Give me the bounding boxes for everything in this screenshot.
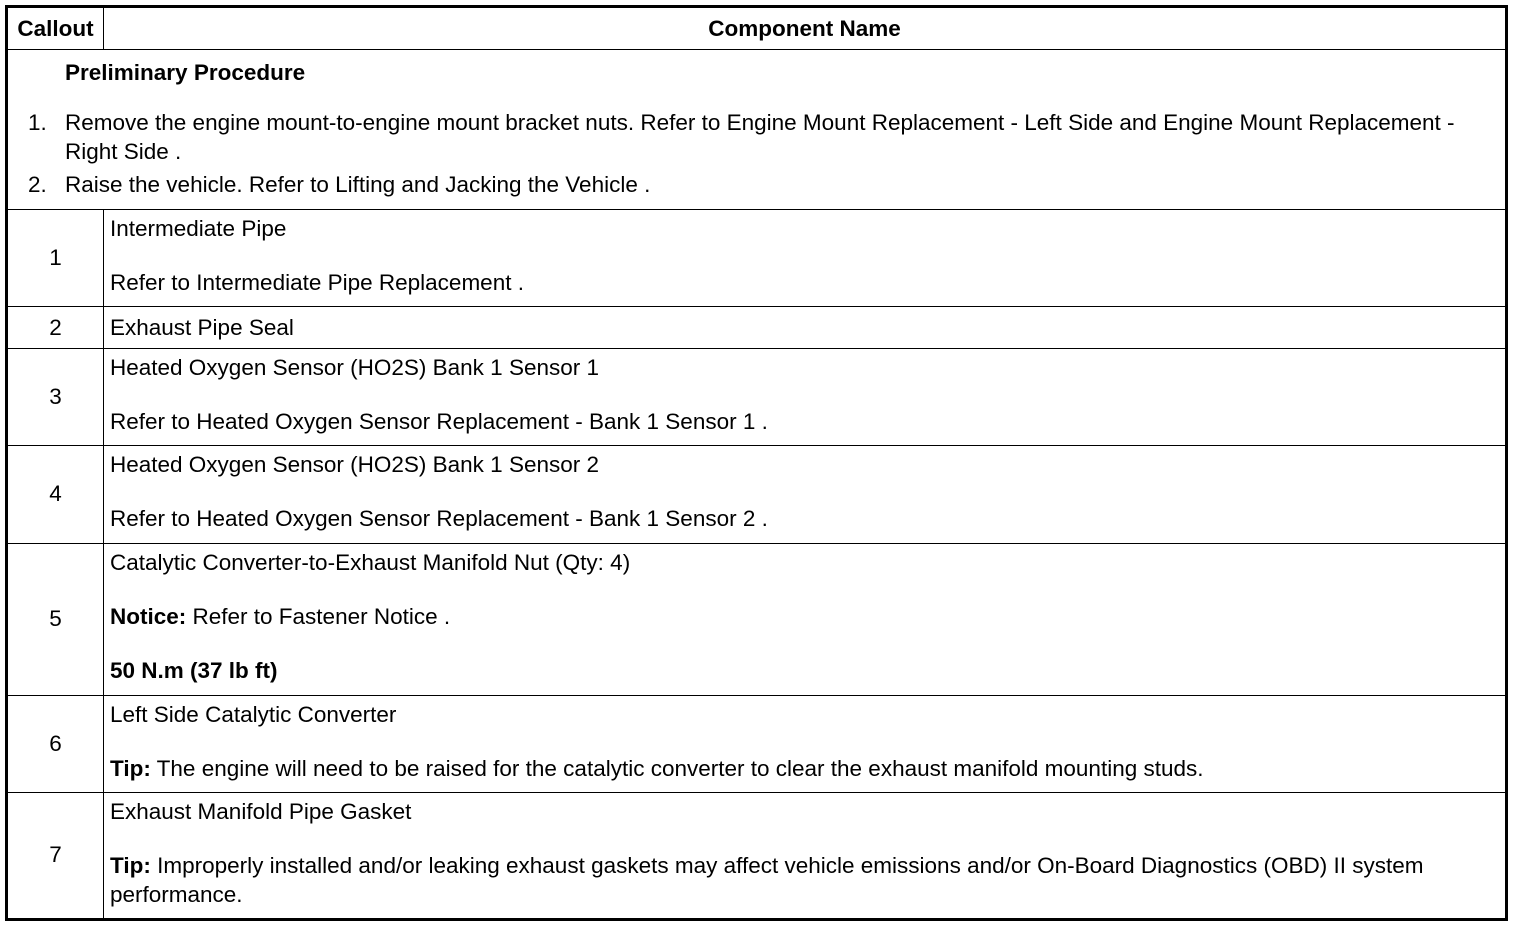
component-description: [104, 307, 1507, 349]
component-name: Exhaust Pipe Seal: [110, 315, 294, 341]
component-description: [104, 695, 1507, 792]
step-text: Remove the engine mount-to-engine mount bracket nuts. Refer to Engine Mount Replacement - Left Side and Engine Mount Replacement - Right Side .: [65, 110, 1455, 165]
callout-number: 6: [7, 695, 104, 792]
component-name-column-header: Component Name: [104, 7, 1507, 50]
callout-column-header: Callout: [7, 7, 104, 50]
table-row: [7, 446, 1507, 543]
notice-label: Notice:: [110, 603, 187, 629]
component-name: Exhaust Manifold Pipe Gasket: [110, 798, 412, 824]
tip-text: [110, 754, 1485, 783]
reference-text: Refer to Intermediate Pipe Replacement .: [110, 270, 524, 296]
torque-spec: 50 N.m (37 lb ft): [110, 657, 278, 683]
callout-number: 3: [7, 349, 104, 446]
table-row: [7, 349, 1507, 446]
tip-body: Improperly installed and/or leaking exhaust gaskets may affect vehicle emissions and/or On-Board Diagnostics (OBD) II system performance.: [110, 852, 1424, 907]
component-description: [104, 210, 1507, 307]
callout-number: 7: [7, 792, 104, 919]
preliminary-procedure-row: [7, 50, 1507, 210]
component-name: Heated Oxygen Sensor (HO2S) Bank 1 Sensor 2: [110, 452, 600, 478]
table-row: [7, 695, 1507, 792]
component-name: Left Side Catalytic Converter: [110, 701, 397, 727]
callout-number: 1: [7, 210, 104, 307]
tip-label: Tip:: [110, 755, 151, 781]
callout-number: 2: [7, 307, 104, 349]
table-row: [7, 307, 1507, 349]
step-text: Raise the vehicle. Refer to Lifting and Jacking the Vehicle .: [65, 172, 651, 198]
component-name: Heated Oxygen Sensor (HO2S) Bank 1 Sensor 1: [110, 355, 600, 381]
components-table: [5, 5, 1508, 921]
preliminary-procedure-cell: [7, 50, 1507, 210]
step-number: 1.: [28, 110, 47, 136]
notice-text: [110, 602, 1485, 631]
table-row: [7, 210, 1507, 307]
preliminary-procedure-title: Preliminary Procedure: [65, 60, 306, 86]
callout-number: 5: [7, 543, 104, 695]
callout-number: 4: [7, 446, 104, 543]
table-row: [7, 543, 1507, 695]
preliminary-step: [28, 108, 1475, 166]
tip-text: [110, 851, 1485, 909]
component-description: [104, 446, 1507, 543]
table-row: [7, 792, 1507, 919]
reference-text: Refer to Heated Oxygen Sensor Replacement - Bank 1 Sensor 2 .: [110, 506, 768, 532]
component-name: Catalytic Converter-to-Exhaust Manifold Nut (Qty: 4): [110, 549, 631, 575]
notice-body: Refer to Fastener Notice .: [186, 603, 451, 629]
preliminary-step: [28, 170, 1475, 199]
header-row: [7, 7, 1507, 50]
component-name: Intermediate Pipe: [110, 216, 287, 242]
step-number: 2.: [28, 172, 47, 198]
reference-text: Refer to Heated Oxygen Sensor Replacement - Bank 1 Sensor 1 .: [110, 409, 768, 435]
tip-body: The engine will need to be raised for the catalytic converter to clear the exhaust manifold mounting studs.: [150, 755, 1204, 781]
tip-label: Tip:: [110, 852, 151, 878]
component-description: [104, 543, 1507, 695]
component-description: [104, 349, 1507, 446]
component-description: [104, 792, 1507, 919]
preliminary-steps-list: [28, 108, 1475, 199]
